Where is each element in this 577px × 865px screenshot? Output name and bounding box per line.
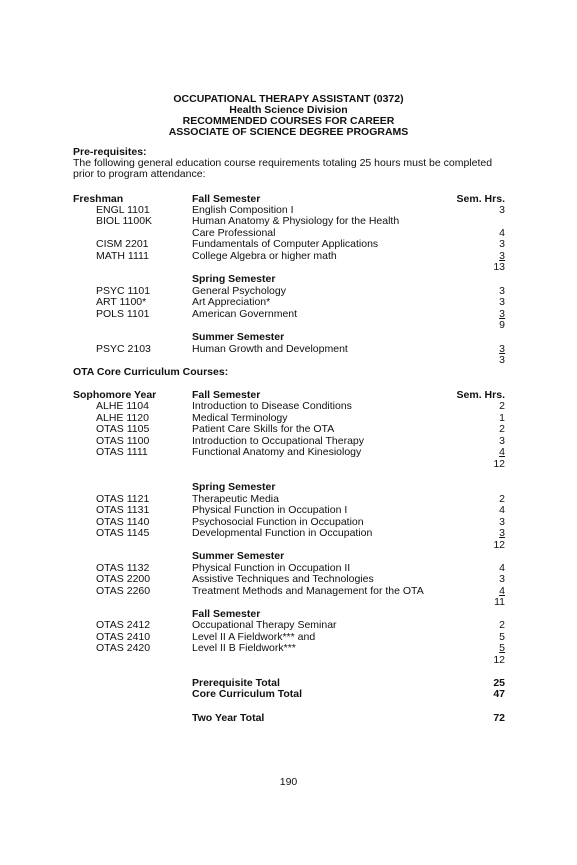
semester-total-row <box>0 319 577 331</box>
course-hours: 4 <box>499 504 505 516</box>
course-title: Therapeutic Media <box>192 493 279 505</box>
course-row <box>0 400 577 412</box>
course-title: Assistive Techniques and Technologies <box>192 573 374 585</box>
semester-total-row <box>0 261 577 273</box>
core-total-row <box>0 688 577 700</box>
course-code: OTAS 2412 <box>96 619 151 631</box>
semester-total: 12 <box>493 654 505 666</box>
subtitle-line-1: RECOMMENDED COURSES FOR CAREER <box>182 115 395 127</box>
course-hours: 2 <box>499 400 505 412</box>
course-hours: 3 <box>499 238 505 250</box>
course-title: Functional Anatomy and Kinesiology <box>192 446 362 458</box>
course-code: OTAS 2420 <box>96 642 151 654</box>
course-hours: 3 <box>499 343 505 355</box>
course-title: Treatment Methods and Management for the OTA <box>192 585 424 597</box>
course-title: Fundamentals of Computer Applications <box>192 238 379 250</box>
course-row <box>0 527 577 539</box>
course-title: General Psychology <box>192 285 286 297</box>
course-row <box>0 238 577 250</box>
course-hours: 4 <box>499 446 505 458</box>
prereq-text-line-2: prior to program attendance: <box>73 168 206 180</box>
course-code: OTAS 1105 <box>96 423 150 435</box>
course-hours: 3 <box>499 250 505 262</box>
course-code: MATH 1111 <box>96 250 149 262</box>
course-hours: 4 <box>499 585 505 597</box>
course-title: Human Anatomy & Physiology for the Health <box>192 215 400 227</box>
course-title: Occupational Therapy Seminar <box>192 619 337 631</box>
sem-hrs-heading: Sem. Hrs. <box>456 389 505 401</box>
course-title: Level II A Fieldwork*** and <box>192 631 316 643</box>
course-title: Patient Care Skills for the OTA <box>192 423 335 435</box>
course-title: College Algebra or higher math <box>192 250 337 262</box>
course-hours: 2 <box>499 619 505 631</box>
course-hours: 3 <box>499 296 505 308</box>
course-row <box>0 642 577 654</box>
course-code: OTAS 2200 <box>96 573 151 585</box>
course-code: ART 1100* <box>96 296 147 308</box>
two-year-total-row <box>0 712 577 724</box>
course-hours: 3 <box>499 285 505 297</box>
course-row <box>0 296 577 308</box>
course-row <box>0 504 577 516</box>
core-curriculum-heading: OTA Core Curriculum Courses: <box>73 366 229 378</box>
course-code: OTAS 1145 <box>96 527 150 539</box>
semester-total-row <box>0 354 577 366</box>
freshman-label: Freshman <box>73 193 124 205</box>
semester-total-row <box>0 596 577 608</box>
sophomore-label: Sophomore Year <box>73 389 157 401</box>
two-year-total-value: 72 <box>493 712 505 724</box>
two-year-total-label: Two Year Total <box>192 712 265 724</box>
subtitle-line-2: ASSOCIATE OF SCIENCE DEGREE PROGRAMS <box>168 126 409 138</box>
spring-semester-row <box>0 481 577 493</box>
semester-total: 12 <box>493 458 505 470</box>
semester-total-row <box>0 458 577 470</box>
course-title: Introduction to Disease Conditions <box>192 400 352 412</box>
summer-semester-row <box>0 331 577 343</box>
course-code: OTAS 1131 <box>96 504 150 516</box>
course-code: OTAS 1111 <box>96 446 148 458</box>
course-code: OTAS 1132 <box>96 562 150 574</box>
course-title: Psychosocial Function in Occupation <box>192 516 364 528</box>
course-code: ENGL 1101 <box>96 204 150 216</box>
course-title: Developmental Function in Occupation <box>192 527 373 539</box>
fall-semester-heading: Fall Semester <box>192 608 261 620</box>
sem-hrs-heading: Sem. Hrs. <box>456 193 505 205</box>
course-hours: 3 <box>499 204 505 216</box>
course-title: Physical Function in Occupation II <box>192 562 351 574</box>
summer-semester-row <box>0 550 577 562</box>
course-title: Care Professional <box>192 227 276 239</box>
prereq-text-line-1: The following general education course requirements totaling 25 hours must be completed <box>73 157 493 169</box>
semester-total-row <box>0 654 577 666</box>
course-hours: 5 <box>499 631 505 643</box>
course-row <box>0 446 577 458</box>
course-row <box>0 423 577 435</box>
course-code: OTAS 1140 <box>96 516 150 528</box>
semester-total: 11 <box>494 596 505 608</box>
course-hours: 3 <box>499 573 505 585</box>
course-row <box>0 619 577 631</box>
core-total-value: 47 <box>493 688 505 700</box>
spring-semester-heading: Spring Semester <box>192 481 276 493</box>
course-code: OTAS 1100 <box>96 435 150 447</box>
course-row <box>0 573 577 585</box>
fall-semester-heading: Fall Semester <box>192 389 261 401</box>
spring-semester-heading: Spring Semester <box>192 273 276 285</box>
summer-semester-heading: Summer Semester <box>192 331 285 343</box>
course-title: Physical Function in Occupation I <box>192 504 348 516</box>
document-title: OCCUPATIONAL THERAPY ASSISTANT (0372) <box>173 93 404 105</box>
semester-total: 9 <box>499 319 505 331</box>
course-code: PSYC 1101 <box>96 285 151 297</box>
prereq-total-label: Prerequisite Total <box>192 677 280 689</box>
page-number: 190 <box>279 776 298 788</box>
course-hours: 4 <box>499 227 505 239</box>
course-code: OTAS 1121 <box>96 493 150 505</box>
prereq-total-value: 25 <box>493 677 505 689</box>
prereq-heading: Pre-requisites: <box>73 146 147 158</box>
course-code: ALHE 1104 <box>96 400 149 412</box>
course-code: OTAS 2410 <box>96 631 151 643</box>
course-hours: 3 <box>499 527 505 539</box>
course-hours: 5 <box>499 642 505 654</box>
course-title: Medical Terminology <box>192 412 288 424</box>
course-hours: 1 <box>499 412 505 424</box>
fall-semester-heading: Fall Semester <box>192 193 261 205</box>
course-hours: 4 <box>499 562 505 574</box>
semester-total: 13 <box>493 261 505 273</box>
course-code: ALHE 1120 <box>96 412 149 424</box>
course-code: CISM 2201 <box>96 238 149 250</box>
semester-total: 3 <box>499 354 505 366</box>
spring-semester-row <box>0 273 577 285</box>
core-total-label: Core Curriculum Total <box>192 688 303 700</box>
course-code: PSYC 2103 <box>96 343 151 355</box>
course-title: Art Appreciation* <box>192 296 271 308</box>
course-hours: 3 <box>499 435 505 447</box>
course-title: Human Growth and Development <box>192 343 348 355</box>
course-hours: 3 <box>499 308 505 320</box>
course-code: BIOL 1100K <box>96 215 153 227</box>
course-hours: 3 <box>499 516 505 528</box>
division-name: Health Science Division <box>229 104 348 116</box>
course-hours: 2 <box>499 493 505 505</box>
summer-semester-heading: Summer Semester <box>192 550 285 562</box>
course-title: American Government <box>192 308 298 320</box>
course-code: OTAS 2260 <box>96 585 151 597</box>
course-title: English Composition I <box>192 204 294 216</box>
course-title: Level II B Fieldwork*** <box>192 642 296 654</box>
course-code: POLS 1101 <box>96 308 150 320</box>
semester-total: 12 <box>493 539 505 551</box>
course-hours: 2 <box>499 423 505 435</box>
course-title: Introduction to Occupational Therapy <box>192 435 364 447</box>
course-row <box>0 215 577 227</box>
